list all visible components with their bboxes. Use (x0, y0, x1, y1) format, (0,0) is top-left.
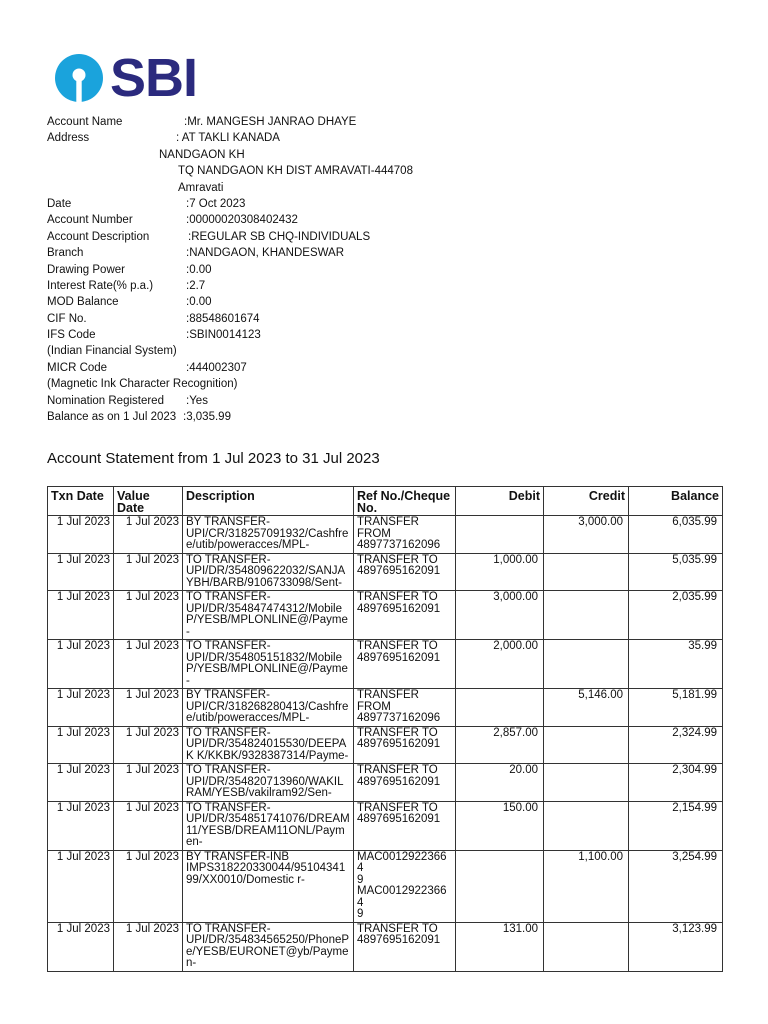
account-detail-label: Account Description (47, 230, 150, 243)
table-row (48, 726, 723, 764)
header-txn-date: Txn Date (48, 487, 114, 516)
table-row (48, 553, 723, 591)
sbi-logo (54, 48, 198, 108)
cell-description-line: - (186, 625, 190, 638)
cell-description-line: UPI/DR/354805151832/Mobile (186, 651, 342, 664)
account-detail-label: Date (47, 197, 72, 210)
header-debit: Debit (456, 487, 544, 516)
cell-description-line: UPI/DR/354809622032/SANJA (186, 565, 346, 577)
cell-balance: 6,035.99 (629, 516, 723, 554)
account-detail-label: Drawing Power (47, 263, 125, 276)
cell-description-line: UPI/DR/354847474312/Mobile (186, 602, 342, 615)
cell-ref-no-line: 9 (357, 873, 364, 886)
cell-balance: 35.99 (629, 640, 723, 689)
cell-ref-no-line: TRANSFER TO (357, 553, 438, 566)
cell-ref-no-line: TRANSFER TO (357, 726, 438, 739)
account-detail-row (47, 393, 647, 409)
cell-value-date: 1 Jul 2023 (114, 801, 183, 850)
account-detail-value: :0.00 (186, 263, 212, 276)
cell-value-date: 1 Jul 2023 (114, 516, 183, 554)
account-detail-value: : AT TAKLI KANADA (176, 132, 280, 145)
cell-description-line: P/YESB/MPLONLINE@/Payme (186, 614, 348, 626)
account-detail-value: :7 Oct 2023 (186, 197, 246, 210)
cell-ref-no-line: 4897737162096 (357, 712, 441, 724)
cell-ref-no-line: 4897695162091 (357, 565, 441, 577)
account-detail-label: IFS Code (47, 329, 96, 342)
cell-txn-date: 1 Jul 2023 (48, 640, 114, 689)
account-detail-row (47, 229, 647, 245)
cell-ref-no-line: TRANSFER TO (357, 801, 438, 814)
cell-credit (544, 726, 629, 764)
header-description: Description (183, 487, 354, 516)
cell-description (183, 726, 354, 764)
cell-ref-no-line: 4897695162091 (357, 934, 441, 946)
cell-description (183, 516, 354, 554)
account-detail-row (47, 212, 647, 228)
account-detail-label: Interest Rate(% p.a.) (47, 279, 154, 292)
cell-balance: 2,154.99 (629, 801, 723, 850)
cell-ref-no-line: 4897695162091 (357, 651, 441, 664)
cell-ref-no-line: FROM (357, 527, 391, 540)
cell-description-line: TO TRANSFER- (186, 764, 271, 776)
account-detail-value: :2.7 (186, 279, 206, 292)
account-detail-label: Account Name (47, 116, 123, 128)
account-detail-row (47, 130, 647, 146)
sbi-logo-text: SBI (110, 48, 198, 108)
cell-value-date: 1 Jul 2023 (114, 850, 183, 922)
cell-description (183, 850, 354, 922)
cell-credit (544, 764, 629, 802)
cell-balance: 3,123.99 (629, 922, 723, 971)
account-detail-label: Branch (47, 247, 84, 260)
table-row (48, 689, 723, 727)
account-detail-value: :00000020308402432 (186, 214, 298, 227)
cell-description-line: e/utib/poweracces/MPL- (186, 539, 310, 551)
cell-description-line: TO TRANSFER- (186, 922, 271, 935)
cell-credit (544, 801, 629, 850)
account-detail-label: Nomination Registered (47, 394, 164, 407)
account-detail-value: :444002307 (186, 361, 247, 374)
header-ref-no: Ref No./Cheque No. (354, 487, 456, 516)
sbi-keyhole-logo-icon (54, 53, 104, 103)
account-detail-row (47, 360, 647, 376)
cell-txn-date: 1 Jul 2023 (48, 850, 114, 922)
cell-description-line: en- (186, 836, 203, 848)
cell-txn-date: 1 Jul 2023 (48, 516, 114, 554)
cell-description-line: RAM/YESB/vakilram92/Sen- (186, 787, 332, 799)
cell-ref-no-line: 4897695162091 (357, 602, 441, 615)
account-detail-value: :0.00 (186, 296, 212, 309)
cell-description-line: BY TRANSFER- (186, 516, 270, 528)
cell-ref-no (354, 689, 456, 727)
cell-ref-no-line: MAC00129223664 (357, 850, 447, 874)
account-detail-value: :88548601674 (186, 312, 260, 325)
cell-debit: 2,000.00 (456, 640, 544, 689)
cell-description-line: e/utib/poweracces/MPL- (186, 712, 310, 724)
cell-debit (456, 516, 544, 554)
cell-ref-no-line: TRANSFER TO (357, 640, 438, 652)
cell-description-line: e/YESB/EURONET@yb/Payme (186, 945, 349, 958)
cell-debit: 2,857.00 (456, 726, 544, 764)
cell-description (183, 764, 354, 802)
account-detail-label: Balance as on 1 Jul 2023 (47, 411, 177, 424)
account-detail-value: :SBIN0014123 (186, 329, 261, 342)
account-detail-label: MICR Code (47, 361, 108, 374)
table-row (48, 591, 723, 640)
cell-description-line: UPI/DR/354820713960/WAKIL (186, 775, 344, 788)
header-credit: Credit (544, 487, 629, 516)
cell-ref-no-line: TRANSFER (357, 516, 419, 528)
cell-ref-no (354, 553, 456, 591)
cell-ref-no-line: 4897695162091 (357, 813, 441, 825)
cell-value-date: 1 Jul 2023 (114, 922, 183, 971)
cell-description-line: UPI/CR/318257091932/Cashfre (186, 527, 349, 540)
account-detail-row (47, 343, 647, 359)
account-detail-value: :NANDGAON, KHANDESWAR (186, 247, 345, 260)
account-detail-row (47, 409, 647, 425)
cell-value-date: 1 Jul 2023 (114, 764, 183, 802)
cell-debit: 3,000.00 (456, 591, 544, 640)
cell-debit: 20.00 (456, 764, 544, 802)
account-detail-label: (Indian Financial System) (47, 345, 177, 358)
cell-credit: 1,100.00 (544, 850, 629, 922)
cell-ref-no (354, 922, 456, 971)
cell-value-date: 1 Jul 2023 (114, 640, 183, 689)
cell-txn-date: 1 Jul 2023 (48, 689, 114, 727)
cell-description-line: UPI/DR/354834565250/PhoneP (186, 934, 350, 946)
cell-txn-date: 1 Jul 2023 (48, 591, 114, 640)
cell-ref-no-line: 4897737162096 (357, 539, 441, 551)
account-detail-row (47, 245, 647, 261)
cell-description-line: UPI/DR/354824015530/DEEPA (186, 738, 347, 750)
cell-balance: 3,254.99 (629, 850, 723, 922)
cell-ref-no (354, 850, 456, 922)
account-detail-row (47, 327, 647, 343)
cell-description-line: UPI/DR/354851741076/DREAM (186, 813, 350, 825)
statement-title: Account Statement from 1 Jul 2023 to 31 Jul 2023 (47, 450, 380, 467)
cell-ref-no-line: 9 (357, 908, 364, 920)
cell-value-date: 1 Jul 2023 (114, 553, 183, 591)
cell-value-date: 1 Jul 2023 (114, 591, 183, 640)
cell-description-line: YBH/BARB/9106733098/Sent- (186, 576, 342, 589)
cell-ref-no-line: 4897695162091 (357, 775, 441, 788)
cell-description-line: IMPS318220330044/95104341 (186, 862, 346, 874)
cell-description-line: TO TRANSFER- (186, 640, 271, 652)
account-detail-value: :Yes (186, 394, 208, 407)
cell-description-line: - (186, 674, 190, 687)
cell-txn-date: 1 Jul 2023 (48, 726, 114, 764)
cell-balance: 2,304.99 (629, 764, 723, 802)
account-detail-row (47, 278, 647, 294)
cell-ref-no (354, 591, 456, 640)
account-detail-row (47, 196, 647, 212)
account-detail-row (47, 180, 647, 196)
cell-txn-date: 1 Jul 2023 (48, 553, 114, 591)
cell-description-line: TO TRANSFER- (186, 726, 271, 739)
cell-description (183, 640, 354, 689)
account-detail-value: :Mr. MANGESH JANRAO DHAYE (184, 116, 357, 128)
account-detail-row (47, 262, 647, 278)
account-detail-label: (Magnetic Ink Character Recognition) (47, 378, 238, 391)
cell-balance: 5,035.99 (629, 553, 723, 591)
account-details (47, 114, 647, 425)
cell-description-line: n- (186, 957, 197, 969)
cell-credit (544, 553, 629, 591)
account-detail-row (47, 376, 647, 392)
cell-ref-no-line: MAC00129223664 (357, 885, 447, 909)
cell-txn-date: 1 Jul 2023 (48, 922, 114, 971)
cell-ref-no (354, 801, 456, 850)
cell-value-date: 1 Jul 2023 (114, 689, 183, 727)
table-row (48, 640, 723, 689)
account-detail-label: MOD Balance (47, 296, 119, 309)
cell-debit: 131.00 (456, 922, 544, 971)
cell-txn-date: 1 Jul 2023 (48, 764, 114, 802)
header-value-date: Value Date (114, 487, 183, 516)
cell-credit: 5,146.00 (544, 689, 629, 727)
cell-credit (544, 591, 629, 640)
account-detail-value: TQ NANDGAON KH DIST AMRAVATI-444708 (178, 165, 413, 178)
cell-description-line: 99/XX0010/Domestic r- (186, 873, 305, 886)
table-row (48, 516, 723, 554)
account-detail-row (47, 294, 647, 310)
cell-ref-no-line: TRANSFER (357, 689, 419, 701)
cell-credit (544, 640, 629, 689)
account-detail-value: Amravati (178, 181, 224, 194)
cell-description-line: K K/KKBK/9328387314/Payme- (186, 749, 349, 762)
account-detail-value: :REGULAR SB CHQ-INDIVIDUALS (188, 230, 371, 243)
cell-description (183, 922, 354, 971)
account-detail-value: :3,035.99 (183, 411, 231, 424)
cell-ref-no (354, 764, 456, 802)
account-detail-row (47, 114, 647, 130)
cell-value-date: 1 Jul 2023 (114, 726, 183, 764)
cell-ref-no-line: FROM (357, 700, 391, 713)
cell-description-line: TO TRANSFER- (186, 553, 271, 566)
cell-ref-no-line: TRANSFER TO (357, 922, 438, 935)
cell-description (183, 591, 354, 640)
cell-description-line: TO TRANSFER- (186, 801, 271, 814)
cell-ref-no (354, 726, 456, 764)
account-detail-label: Address (47, 132, 90, 145)
account-detail-row (47, 311, 647, 327)
cell-credit: 3,000.00 (544, 516, 629, 554)
cell-description-line: UPI/CR/318268280413/Cashfre (186, 700, 349, 713)
cell-description (183, 689, 354, 727)
cell-ref-no-line: TRANSFER TO (357, 591, 438, 603)
table-header-row (48, 487, 723, 516)
cell-description-line: P/YESB/MPLONLINE@/Payme (186, 663, 348, 675)
table-row (48, 801, 723, 850)
cell-debit (456, 850, 544, 922)
account-detail-row (47, 147, 647, 163)
account-detail-label: CIF No. (47, 312, 87, 325)
account-detail-value: NANDGAON KH (159, 148, 245, 161)
cell-description-line: BY TRANSFER- (186, 689, 270, 701)
table-row (48, 850, 723, 922)
cell-ref-no (354, 516, 456, 554)
cell-debit: 150.00 (456, 801, 544, 850)
cell-balance: 2,324.99 (629, 726, 723, 764)
cell-credit (544, 922, 629, 971)
cell-debit (456, 689, 544, 727)
account-detail-label: Account Number (47, 214, 133, 227)
header-balance: Balance (629, 487, 723, 516)
account-detail-row (47, 163, 647, 179)
cell-ref-no-line: 4897695162091 (357, 738, 441, 750)
table-row (48, 764, 723, 802)
cell-txn-date: 1 Jul 2023 (48, 801, 114, 850)
cell-balance: 5,181.99 (629, 689, 723, 727)
cell-debit: 1,000.00 (456, 553, 544, 591)
cell-balance: 2,035.99 (629, 591, 723, 640)
cell-description-line: TO TRANSFER- (186, 591, 271, 603)
cell-description (183, 801, 354, 850)
cell-description-line: BY TRANSFER-INB (186, 850, 290, 863)
cell-ref-no-line: TRANSFER TO (357, 764, 438, 776)
cell-ref-no (354, 640, 456, 689)
table-row (48, 922, 723, 971)
transactions-table (47, 486, 723, 972)
cell-description-line: 11/YESB/DREAM11ONL/Paym (186, 824, 345, 837)
cell-description (183, 553, 354, 591)
